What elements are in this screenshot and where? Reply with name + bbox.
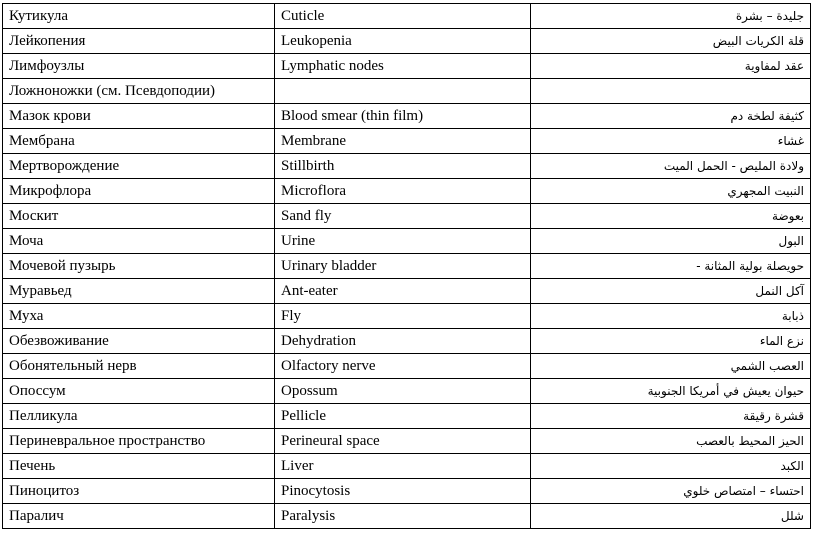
russian-term: Лейкопения: [3, 29, 275, 54]
arabic-term: آكل النمل: [531, 279, 811, 304]
arabic-term: عقد لمفاوية: [531, 54, 811, 79]
table-row: [3, 4, 811, 29]
table-row: [3, 304, 811, 329]
english-term: Fly: [275, 304, 531, 329]
table-row: [3, 404, 811, 429]
arabic-term: ذبابة: [531, 304, 811, 329]
english-term: Stillbirth: [275, 154, 531, 179]
table-row: [3, 254, 811, 279]
russian-term: Мочевой пузырь: [3, 254, 275, 279]
arabic-term: غشاء: [531, 129, 811, 154]
table-row: [3, 54, 811, 79]
glossary-table: [2, 3, 811, 529]
arabic-term: الحيز المحيط بالعصب: [531, 429, 811, 454]
english-term: Lymphatic nodes: [275, 54, 531, 79]
arabic-term: نزع الماء: [531, 329, 811, 354]
english-term: Paralysis: [275, 504, 531, 529]
glossary-body: [3, 4, 811, 529]
english-term: Blood smear (thin film): [275, 104, 531, 129]
table-row: [3, 454, 811, 479]
english-term: Perineural space: [275, 429, 531, 454]
arabic-term: حيوان يعيش في أمريكا الجنوبية: [531, 379, 811, 404]
russian-term: Периневральное пространство: [3, 429, 275, 454]
table-row: [3, 429, 811, 454]
english-term: Membrane: [275, 129, 531, 154]
english-term: Ant-eater: [275, 279, 531, 304]
table-row: [3, 279, 811, 304]
table-row: [3, 204, 811, 229]
arabic-term: بعوضة: [531, 204, 811, 229]
english-term: Pellicle: [275, 404, 531, 429]
arabic-term: قلة الكريات البيض: [531, 29, 811, 54]
table-row: [3, 229, 811, 254]
arabic-term: [531, 79, 811, 104]
russian-term: Кутикула: [3, 4, 275, 29]
russian-term: Муравьед: [3, 279, 275, 304]
russian-term: Микрофлора: [3, 179, 275, 204]
arabic-term: ولادة المليص - الحمل الميت: [531, 154, 811, 179]
table-row: [3, 354, 811, 379]
russian-term: Обонятельный нерв: [3, 354, 275, 379]
arabic-term: العصب الشمي: [531, 354, 811, 379]
russian-term: Пелликула: [3, 404, 275, 429]
russian-term: Мертворождение: [3, 154, 275, 179]
russian-term: Ложноножки (см. Псевдоподии): [3, 79, 275, 104]
english-term: Microflora: [275, 179, 531, 204]
russian-term: Пиноцитоз: [3, 479, 275, 504]
russian-term: Лимфоузлы: [3, 54, 275, 79]
arabic-term: احتساء – امتصاص خلوي: [531, 479, 811, 504]
table-row: [3, 379, 811, 404]
english-term: Urinary bladder: [275, 254, 531, 279]
russian-term: Муха: [3, 304, 275, 329]
english-term: Liver: [275, 454, 531, 479]
russian-term: Обезвоживание: [3, 329, 275, 354]
russian-term: Моча: [3, 229, 275, 254]
english-term: Olfactory nerve: [275, 354, 531, 379]
russian-term: Печень: [3, 454, 275, 479]
english-term: [275, 79, 531, 104]
table-row: [3, 504, 811, 529]
english-term: Pinocytosis: [275, 479, 531, 504]
table-row: [3, 129, 811, 154]
russian-term: Опоссум: [3, 379, 275, 404]
russian-term: Мазок крови: [3, 104, 275, 129]
table-row: [3, 79, 811, 104]
russian-term: Паралич: [3, 504, 275, 529]
english-term: Dehydration: [275, 329, 531, 354]
russian-term: Мембрана: [3, 129, 275, 154]
english-term: Leukopenia: [275, 29, 531, 54]
arabic-term: حويصلة بولية المثانة -: [531, 254, 811, 279]
english-term: Urine: [275, 229, 531, 254]
arabic-term: شلل: [531, 504, 811, 529]
arabic-term: النبيت المجهري: [531, 179, 811, 204]
table-row: [3, 179, 811, 204]
english-term: Cuticle: [275, 4, 531, 29]
arabic-term: كثيفة لطخة دم: [531, 104, 811, 129]
arabic-term: جليدة – بشرة: [531, 4, 811, 29]
table-row: [3, 329, 811, 354]
table-row: [3, 154, 811, 179]
arabic-term: قشرة رقيقة: [531, 404, 811, 429]
arabic-term: البول: [531, 229, 811, 254]
russian-term: Москит: [3, 204, 275, 229]
table-row: [3, 29, 811, 54]
table-row: [3, 104, 811, 129]
english-term: Sand fly: [275, 204, 531, 229]
table-row: [3, 479, 811, 504]
english-term: Opossum: [275, 379, 531, 404]
arabic-term: الكبد: [531, 454, 811, 479]
